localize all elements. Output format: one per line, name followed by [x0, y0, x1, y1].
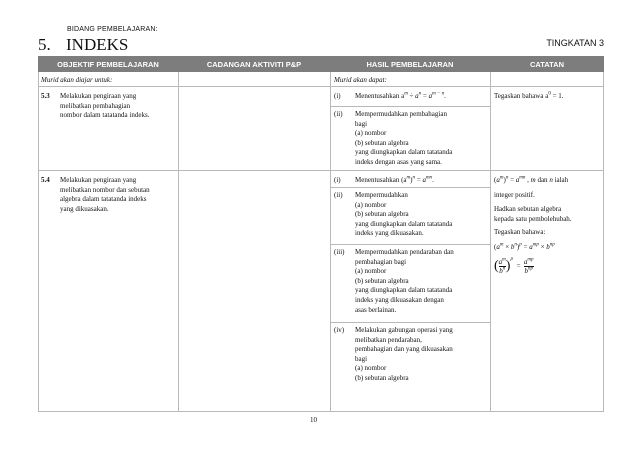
outcome-line: indeks yang dikuasakan. [355, 229, 424, 238]
outcome-line: indeks yang dikuasakan dengan [355, 295, 444, 304]
outcome-subitem: (a) nombor [355, 200, 387, 209]
column-header-activities: CADANGAN AKTIVITI P&P [206, 60, 302, 69]
chapter-heading [38, 36, 128, 54]
page-number: 10 [310, 416, 317, 424]
row-divider-subheader [38, 86, 604, 87]
outcome-line: melibatkan pendaraban, [355, 335, 422, 344]
chapter-title: INDEKS [66, 35, 129, 54]
outcome-number: (i) [334, 92, 341, 100]
outcome-line: pembahagian bagi [355, 257, 407, 266]
chapter-number: 5. [38, 35, 51, 54]
column-header-objective: OBJEKTIF PEMBELAJARAN [57, 60, 159, 69]
note-positive-integer: integer positif. [494, 191, 535, 199]
column-divider-2 [330, 72, 331, 412]
objective-line: yang dikuasakan. [60, 204, 109, 213]
outcome-number: (iv) [334, 326, 345, 334]
note-5-3: Tegaskan bahawa $a^0 = 1$. [494, 91, 564, 100]
outcome-subitem: (b) sebutan algebra [355, 276, 409, 285]
outcome-line: yang diungkapkan dalam tatatanda [355, 219, 453, 228]
note-emphasize: Tegaskan bahawa: [494, 228, 546, 236]
outcome-5-3-ii [355, 110, 452, 168]
note-restriction [494, 205, 572, 224]
outcome-5-4-iii [355, 248, 454, 315]
outcome-text: Menentusahkan a [355, 92, 405, 100]
note-line: Hadkan sebutan algebra [494, 205, 562, 213]
column-header-outcomes: HASIL PEMBELAJARAN [366, 60, 454, 69]
outcome-subitem: (a) nombor [355, 129, 387, 138]
outcome-line: yang diungkapkan dalam tatatanda [355, 286, 453, 295]
outcome-subitem: (b) sebutan algebra [355, 210, 409, 219]
subheader-able: Murid akan dapat: [334, 76, 387, 84]
outcome-divider-2 [331, 187, 490, 188]
outcome-line: Mempermudahkan [355, 191, 408, 199]
subheader-taught: Murid akan diajar untuk: [41, 76, 113, 84]
outcome-text: Menentusahkan (a [355, 176, 407, 184]
outcome-number: (i) [334, 176, 341, 184]
note-5-4-power-rule: $(a^m)^n = a^{mn}$ , m dan n ialah [494, 175, 569, 184]
outcome-line: yang diungkapkan dalam tatatanda [355, 148, 453, 157]
column-header-notes: CATATAN [529, 60, 565, 69]
note-line: kepada satu pembolehubah. [494, 214, 572, 223]
note-quotient-power-rule: ( $\frac{a^m}{b^n}$ )$^p$ = $\frac{a^{mp}}{b^{np}}$ [494, 257, 534, 275]
outcome-line: indeks dengan asas yang sama. [355, 157, 442, 166]
outcome-line: bagi [355, 354, 368, 363]
outcome-line: bagi [355, 119, 368, 128]
outcome-line: asas berlainan. [355, 305, 397, 314]
outcome-divider-4 [331, 322, 490, 323]
outcome-divider-3 [331, 244, 490, 245]
outcome-subitem: (a) nombor [355, 267, 387, 276]
objective-code-5-4: 5.4 [41, 176, 50, 184]
objective-line: Melakukan pengiraan yang [60, 176, 137, 184]
objective-5-3 [60, 92, 149, 121]
outcome-line: pembahagian dan yang dikuasakan [355, 345, 453, 354]
table-border-left [38, 72, 39, 412]
outcome-line: Mempermudahkan pendaraban dan [355, 248, 454, 256]
objective-line: melibatkan nombor dan sebutan [60, 185, 150, 194]
outcome-5-4-i: Menentusahkan $(a^m)^n = a^{mn}$. [355, 175, 434, 184]
column-divider-3 [490, 72, 491, 412]
outcome-subitem: (b) sebutan algebra [355, 373, 409, 382]
objective-line: Melakukan pengiraan yang [60, 92, 137, 100]
outcome-5-3-i: Menentusahkan $a^m \div a^n = a^{m - n}$. [355, 91, 446, 100]
objective-line: algebra dalam tatatanda indeks [60, 195, 147, 204]
outcome-subitem: (b) sebutan algebra [355, 138, 409, 147]
objective-code-5-3: 5.3 [41, 92, 50, 100]
objective-line: melibatkan pembahagian [60, 101, 131, 110]
note-product-power-rule: $(a^m \times b^n)^p = a^{mp} \times b^{np}$ [494, 242, 555, 251]
objective-line: nombor dalam tatatanda indeks. [60, 111, 150, 120]
outcome-number: (iii) [334, 248, 345, 256]
outcome-number: (ii) [334, 110, 343, 118]
outcome-5-4-ii [355, 191, 452, 239]
learning-area-label: BIDANG PEMBELAJARAN: [67, 26, 158, 33]
outcome-divider-1 [331, 106, 490, 107]
table-header [38, 56, 604, 72]
outcome-5-4-iv [355, 326, 453, 384]
outcome-line: Melakukan gabungan operasi yang [355, 326, 453, 334]
outcome-subitem: (a) nombor [355, 364, 387, 373]
table-border-right [603, 72, 604, 412]
outcome-line: Mempermudahkan pembahagian [355, 110, 447, 118]
outcome-number: (ii) [334, 191, 343, 199]
form-level-label: TINGKATAN 3 [546, 38, 604, 48]
note-text: Tegaskan bahawa a [494, 92, 549, 100]
column-divider-1 [178, 72, 179, 412]
objective-5-4 [60, 176, 150, 214]
row-divider-5-3 [38, 170, 604, 171]
table-border-bottom [38, 411, 604, 412]
